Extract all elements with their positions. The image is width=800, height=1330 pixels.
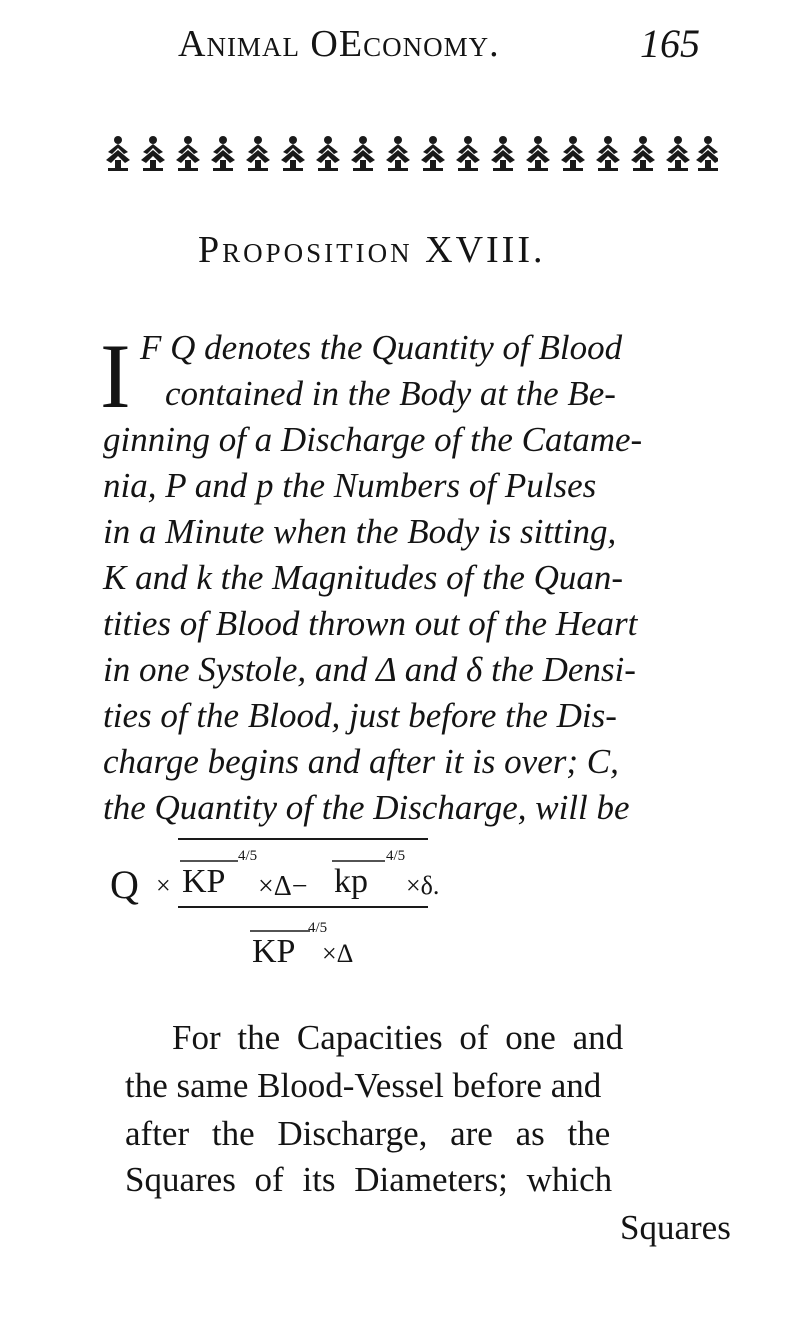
running-header-title: Animal OEconomy. [178, 23, 500, 65]
text-line: contained in the Body at the Be- [165, 374, 616, 413]
text-line: K and k the Magnitudes of the Quan- [103, 558, 624, 597]
formula-numerator-right: kp [334, 863, 368, 900]
text-line: ties of the Blood, just before the Dis- [103, 696, 617, 735]
text-line: in one Systole, and Δ and δ the Densi- [103, 650, 636, 689]
text-line: the same Blood-Vessel before and [125, 1066, 602, 1105]
formula [110, 835, 530, 975]
text-line: tities of Blood thrown out of the Heart [103, 604, 638, 643]
text-line: nia, P and p the Numbers of Pulses [103, 466, 597, 505]
formula-numerator-left: KP [182, 863, 226, 900]
printer-ornament-band [100, 132, 718, 174]
formula-rules [110, 835, 530, 975]
formula-exponent-left: 4/5 [238, 848, 258, 864]
text-line: ginning of a Discharge of the Catame- [103, 420, 643, 459]
proposition-title: Proposition XVIII. [198, 229, 546, 271]
catchword: Squares [620, 1208, 731, 1247]
text-line: in a Minute when the Body is sitting, [103, 512, 617, 551]
text-line: Squares of its Diameters; which [125, 1160, 613, 1199]
formula-times-small-delta: ×δ. [406, 871, 440, 900]
text-line: after the Discharge, are as the [125, 1114, 611, 1153]
text-line: For the Capacities of one and [172, 1018, 624, 1057]
text-line: charge begins and after it is over; C, [103, 742, 619, 781]
formula-times-delta-minus: ×Δ− [258, 871, 308, 902]
drop-capital: I [100, 325, 131, 427]
formula-q: Q [110, 862, 139, 907]
page-number: 165 [640, 21, 700, 66]
formula-exponent-right: 4/5 [386, 848, 406, 864]
formula-denominator: KP [252, 933, 296, 970]
formula-times: × [156, 871, 171, 900]
formula-times-delta: ×Δ [322, 939, 354, 968]
text-line: F Q denotes the Quantity of Blood [140, 328, 623, 367]
text-line: the Quantity of the Discharge, will be [103, 788, 630, 827]
formula-exponent-denominator: 4/5 [308, 920, 328, 936]
